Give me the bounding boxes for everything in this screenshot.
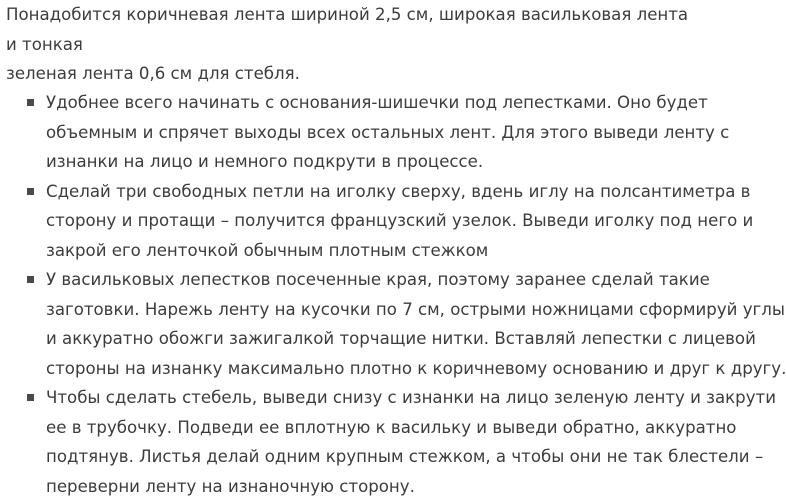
list-item-line: Удобнее всего начинать с основания-шишечки под лепестками. Оно будет — [46, 93, 708, 112]
list-item-line: Чтобы сделать стебель, выведи снизу с изнанки на лицо зеленую ленту и закрути — [46, 388, 776, 407]
list-item-line: изнанки на лицо и немного подкрути в процессе. — [46, 152, 484, 171]
list-item-line: У васильковых лепестков посеченные края, поэтому заранее сделай такие — [46, 270, 710, 289]
intro-line: зеленая лента 0,6 см для стебля. — [6, 64, 300, 83]
bullet-icon — [27, 276, 34, 283]
bullet-icon — [27, 394, 34, 401]
list-item-line: и аккуратно обожги зажигалкой торчащие нитки. Вставляй лепестки с лицевой — [46, 329, 756, 348]
list-item-line: стороны на изнанку максимально плотно к коричневому основанию и друг к другу. — [46, 358, 786, 378]
steps-list — [27, 88, 786, 501]
bullet-icon — [27, 188, 34, 195]
list-item-line: Сделай три свободных петли на иголку сверху, вдень иглу на полсантиметра в — [46, 181, 751, 201]
list-item — [27, 383, 776, 501]
bullet-icon — [27, 99, 34, 106]
list-item — [27, 177, 754, 266]
intro-line: Понадобится коричневая лента шириной 2,5 см, широкая васильковая лента и тонкая — [6, 5, 689, 54]
list-item-line: переверни ленту на изнаночную сторону. — [46, 476, 415, 496]
list-item-line: закрой его ленточкой обычным плотным стежком — [46, 240, 489, 260]
list-item-line: заготовки. Нарежь ленту на кусочки по 7 см, острыми ножницами сформируй углы — [46, 299, 785, 319]
intro-paragraph — [6, 0, 702, 89]
list-item-line: ее в трубочку. Подведи ее вплотную к васильку и выведи обратно, аккуратно — [46, 417, 737, 437]
list-item — [27, 88, 730, 177]
list-item-line: объемным и спрячет выходы всех остальных лент. Для этого выведи ленту с — [46, 122, 730, 142]
list-item-line: подтянув. Листья делай одним крупным стежком, а чтобы они не так блестели – — [46, 447, 764, 466]
list-item-line: сторону и протащи – получится французский узелок. Выведи иголку под него и — [46, 211, 754, 230]
list-item — [27, 265, 786, 383]
